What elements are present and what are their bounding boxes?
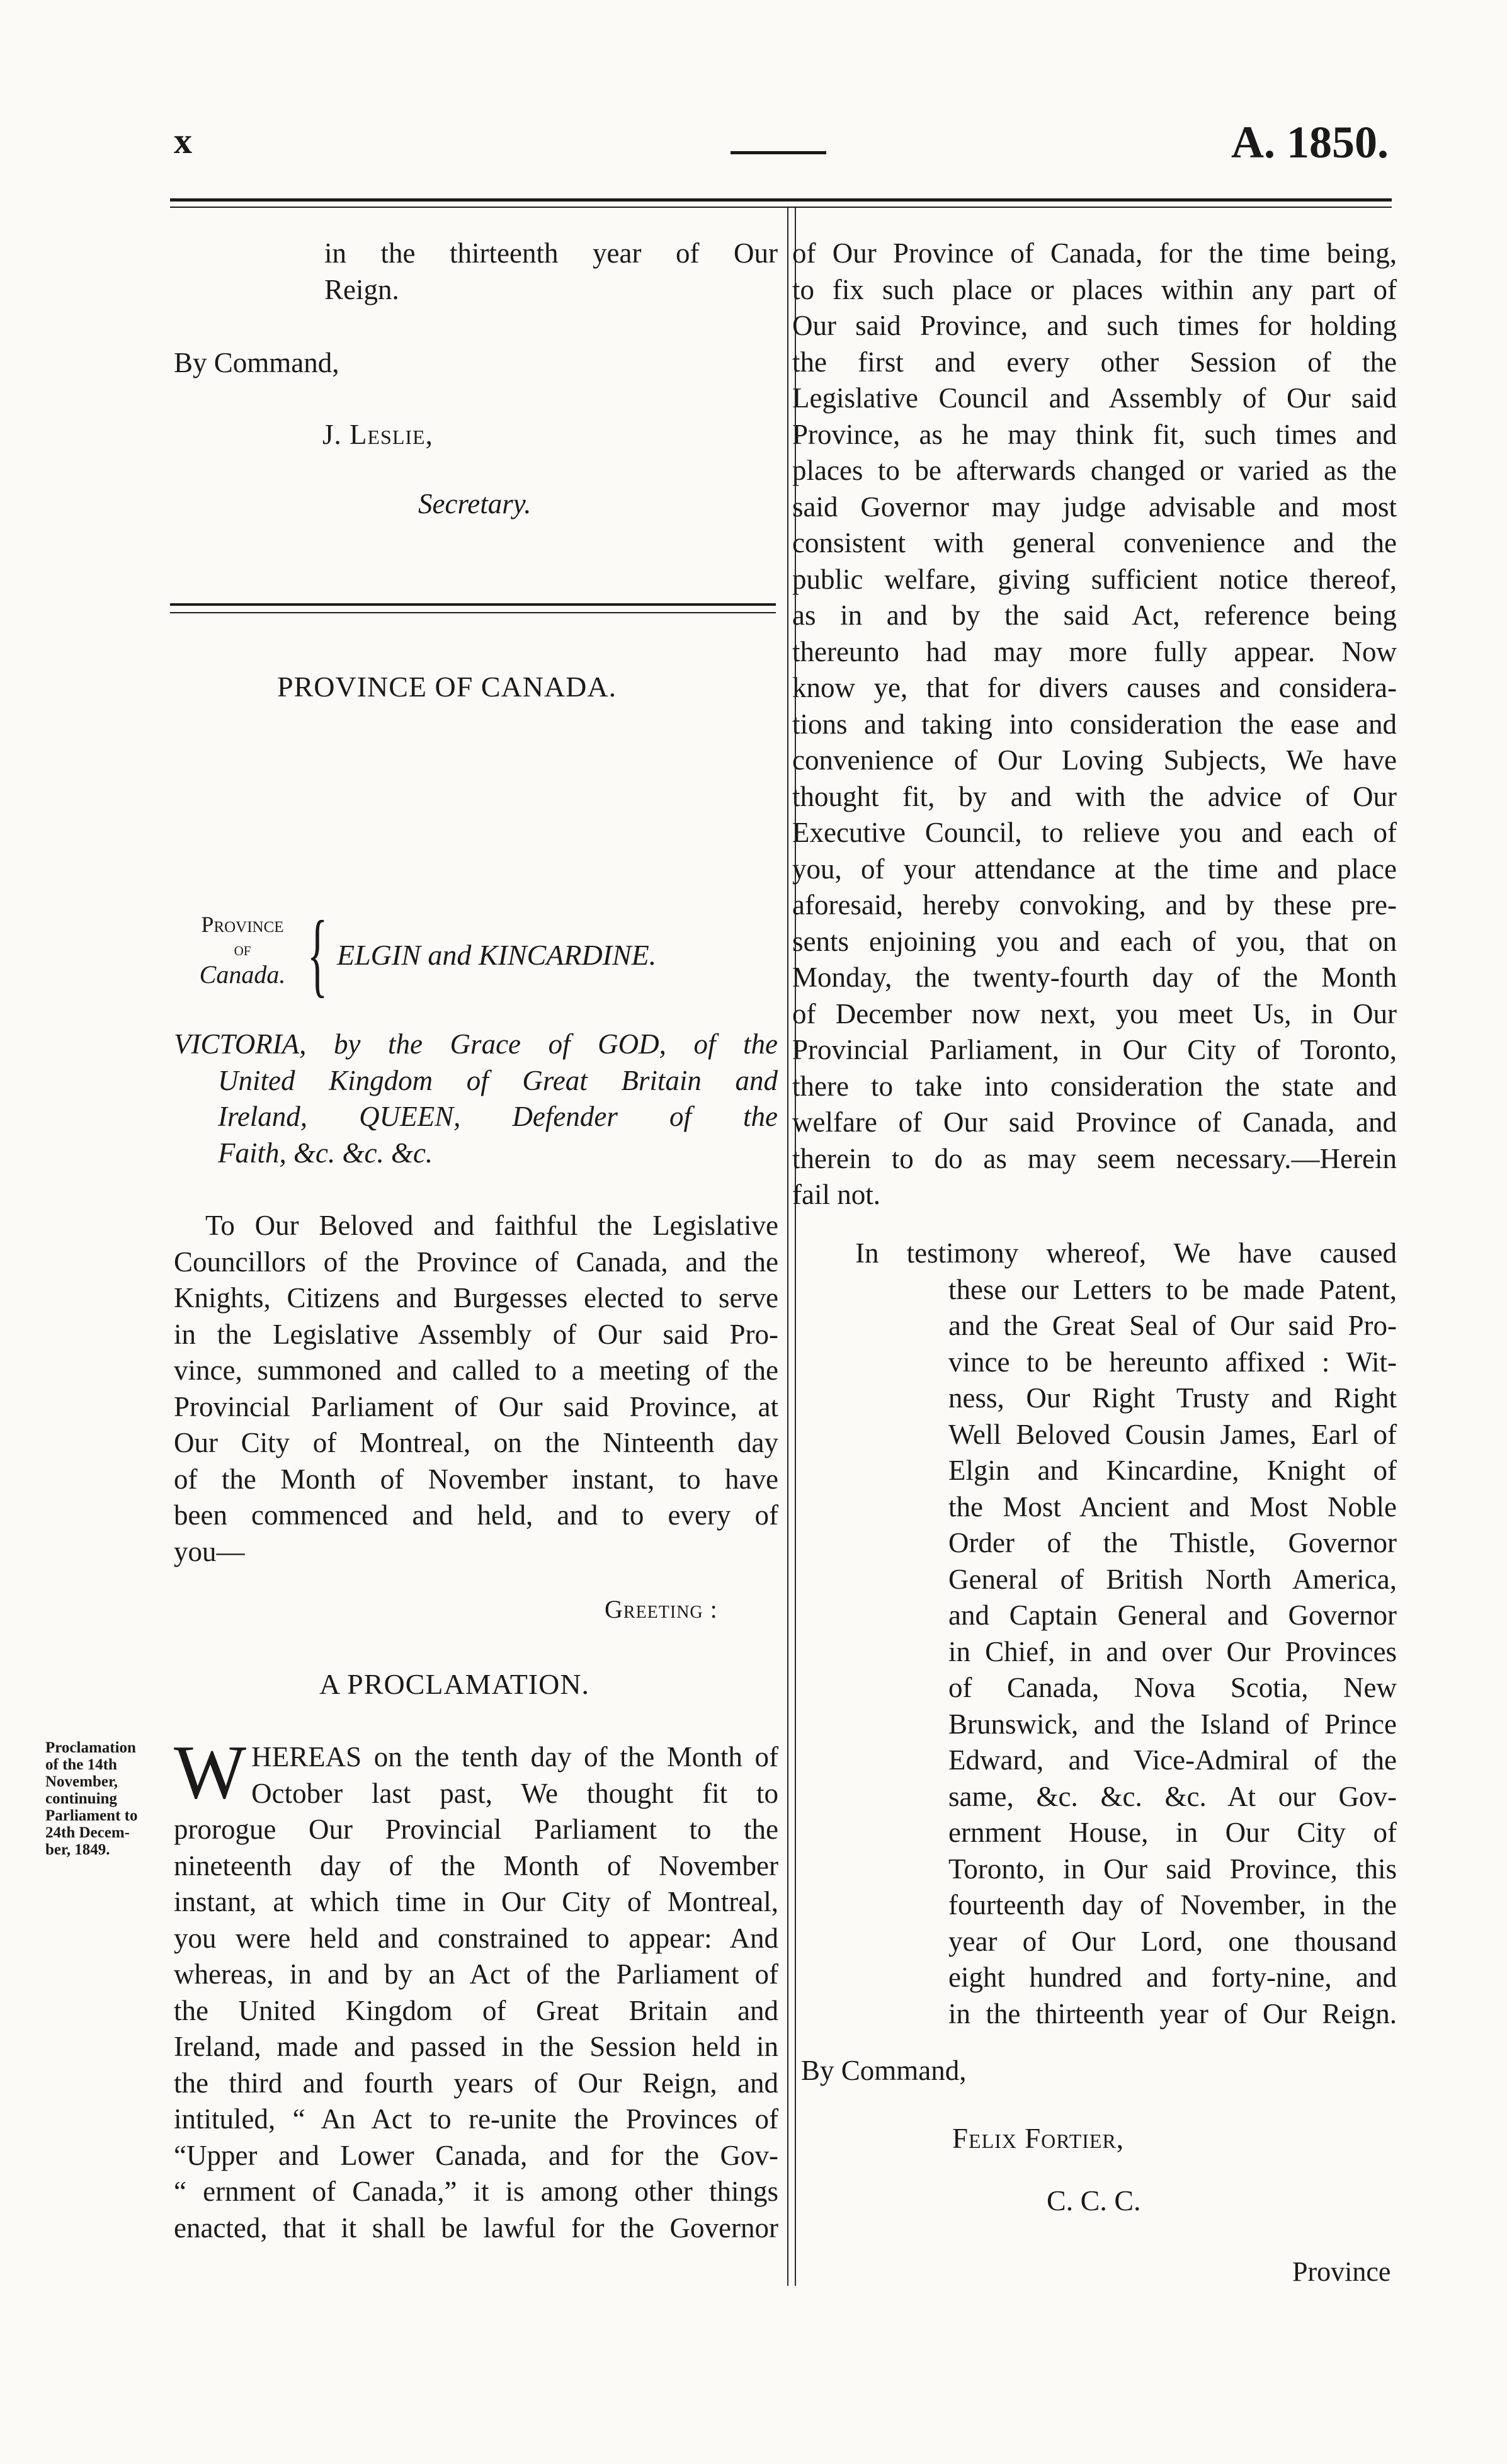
page-year: A. 1850. <box>1231 117 1389 167</box>
text-line: “ ernment of Canada,” it is among other things <box>174 2176 778 2207</box>
text-line: Provincial Parliament, in Our City of Toronto, <box>792 1034 1397 1065</box>
text-line: places to be afterwards changed or varied as the <box>792 455 1397 486</box>
text-line: General of British North America, <box>948 1563 1397 1595</box>
text-line: the Most Ancient and Most Noble <box>948 1490 1397 1523</box>
text-line: whereas, in and by an Act of the Parliament of <box>174 1958 778 1990</box>
section-rule-thin <box>170 612 776 613</box>
text-line: Provincial Parliament of Our said Province, at <box>174 1390 778 1422</box>
margin-note-line: 24th Decem- <box>45 1824 130 1841</box>
margin-note-line: of the 14th <box>45 1756 117 1773</box>
header-dash <box>731 151 826 154</box>
text-line: “Upper and Lower Canada, and for the Gov- <box>174 2139 778 2171</box>
text-line: Toronto, in Our said Province, this <box>948 1853 1397 1885</box>
text-line: Ireland, QUEEN, Defender of the <box>218 1101 778 1132</box>
text-line: sents enjoining you and each of you, that on <box>792 925 1397 957</box>
text-line: of the Month of November instant, to have <box>174 1463 778 1495</box>
drop-cap: W <box>174 1730 247 1815</box>
text-line: Legislative Council and Assembly of Our said <box>792 382 1397 414</box>
text-line: Order of the Thistle, Governor <box>948 1527 1397 1558</box>
text-line: vince to be hereunto affixed : Wit- <box>948 1346 1397 1378</box>
text-line: been commenced and held, and to every of <box>174 1499 778 1531</box>
margin-note-line: ber, 1849. <box>45 1841 110 1858</box>
signatory-fortier: Felix Fortier, <box>952 2123 1125 2154</box>
text-line: you were held and constrained to appear: And <box>174 1922 778 1954</box>
curly-brace-icon: { <box>307 902 328 1006</box>
catchword: Province <box>1292 2256 1391 2287</box>
text-line: in Chief, in and over Our Provinces <box>948 1635 1397 1667</box>
text-line: welfare of Our said Province of Canada, and <box>792 1106 1397 1138</box>
text-line: and the Great Seal of Our said Pro- <box>948 1310 1397 1341</box>
text-line: Reign. <box>324 273 399 305</box>
royal-style <box>174 1026 778 1171</box>
text-line: Edward, and Vice-Admiral of the <box>948 1744 1397 1776</box>
text-line: intituled, “ An Act to re-unite the Provinces of <box>174 2103 778 2135</box>
margin-note-line: Proclamation <box>45 1739 136 1756</box>
left-continuation <box>324 236 778 308</box>
address-paragraph <box>174 1208 778 1570</box>
province-box-line: Province <box>201 912 284 937</box>
section-rule <box>170 603 776 606</box>
text-line: you, of your attendance at the time and place <box>792 853 1397 885</box>
text-line: consistent with general convenience and the <box>792 527 1397 559</box>
text-line: Our City of Montreal, on the Ninteenth day <box>174 1427 778 1458</box>
text-line: these our Letters to be made Patent, <box>948 1273 1397 1305</box>
text-line: nineteenth day of the Month of November <box>174 1849 778 1882</box>
text-line: Ireland, made and passed in the Session held in <box>174 2031 778 2062</box>
text-line: ernment House, in Our City of <box>948 1817 1397 1848</box>
signatory-title-ccc: C. C. C. <box>1047 2184 1141 2217</box>
text-line: the third and fourth years of Our Reign, and <box>174 2067 778 2099</box>
text-line: of Canada, Nova Scotia, New <box>948 1672 1397 1703</box>
text-line: Knights, Citizens and Burgesses elected to serve <box>174 1282 778 1314</box>
text-line: aforesaid, hereby convoking, and by these pre- <box>792 889 1397 921</box>
text-line: enacted, that it shall be lawful for the Governor <box>174 2211 778 2244</box>
margin-note-line: November, <box>45 1773 118 1790</box>
province-box <box>170 912 315 987</box>
text-line: fail not. <box>792 1179 880 1210</box>
text-line: the United Kingdom of Great Britain and <box>174 1994 778 2026</box>
text-line: convenience of Our Loving Subjects, We have <box>792 744 1397 776</box>
signatory-title-secretary: Secretary. <box>418 488 532 519</box>
margin-note <box>45 1739 165 1858</box>
text-line: ness, Our Right Trusty and Right <box>948 1382 1397 1414</box>
whereas-paragraph <box>174 1730 778 2246</box>
text-line: Monday, the twenty-fourth day of the Month <box>792 962 1397 993</box>
text-line: in the Legislative Assembly of Our said Pro- <box>174 1318 778 1350</box>
margin-note-line: Parliament to <box>45 1807 138 1824</box>
section-title: PROVINCE OF CANADA. <box>277 671 617 703</box>
text-line: Well Beloved Cousin James, Earl of <box>948 1418 1397 1450</box>
text-line: of Our Province of Canada, for the time being, <box>792 237 1397 269</box>
province-box-line: Canada. <box>199 960 286 989</box>
text-line: year of Our Lord, one thousand <box>948 1925 1397 1957</box>
text-line: tions and taking into consideration the ease and <box>792 708 1397 740</box>
proclamation-title: A PROCLAMATION. <box>319 1668 590 1700</box>
margin-note-line: continuing <box>45 1790 117 1807</box>
page-number: x <box>174 120 193 161</box>
text-line: Our said Province, and such times for holding <box>792 310 1397 341</box>
text-line: In testimony whereof, We have caused <box>855 1237 1397 1269</box>
text-line: October last past, We thought fit to <box>251 1777 778 1809</box>
text-line: United Kingdom of Great Britain and <box>218 1064 778 1096</box>
text-line: you— <box>174 1535 245 1567</box>
text-line: Councillors of the Province of Canada, and the <box>174 1246 778 1278</box>
text-line: Faith, &c. &c. &c. <box>218 1137 433 1169</box>
text-line: VICTORIA, by the Grace of GOD, of the <box>174 1028 778 1060</box>
text-line: thereunto had may more fully appear. Now <box>792 635 1397 667</box>
column-divider <box>787 208 788 2286</box>
by-command-left: By Command, <box>174 347 339 378</box>
text-line: fourteenth day of November, in the <box>948 1889 1397 1921</box>
text-line: instant, at which time in Our City of Montreal, <box>174 1886 778 1917</box>
text-line: thought fit, by and with the advice of Our <box>792 780 1397 812</box>
text-line: said Governor may judge advisable and most <box>792 491 1397 523</box>
text-line: prorogue Our Provincial Parliament to the <box>174 1814 778 1845</box>
text-line: therein to do as may seem necessary.—Herein <box>792 1142 1397 1174</box>
by-command-right: By Command, <box>801 2055 967 2086</box>
testimony-paragraph <box>792 1235 1397 2032</box>
county-name: ELGIN and KINCARDINE. <box>337 939 657 971</box>
text-line: HEREAS on the tenth day of the Month of <box>251 1741 778 1773</box>
text-line: To Our Beloved and faithful the Legislative <box>205 1210 778 1241</box>
text-line: and Captain General and Governor <box>948 1599 1397 1631</box>
text-line: the first and every other Session of the <box>792 346 1397 378</box>
right-paragraph <box>792 236 1397 1213</box>
text-line: to fix such place or places within any part of <box>792 273 1397 305</box>
text-line: of December now next, you meet Us, in Our <box>792 997 1397 1030</box>
text-line: in the thirteenth year of Our <box>324 237 778 269</box>
header-rule <box>170 198 1392 202</box>
header-rule-thin <box>170 207 1392 208</box>
text-line: know ye, that for divers causes and considera- <box>792 672 1397 703</box>
province-box-line: of <box>234 939 251 960</box>
text-line: Executive Council, to relieve you and each of <box>792 817 1397 848</box>
text-line: in the thirteenth year of Our Reign. <box>948 1997 1397 2030</box>
text-line: as in and by the said Act, reference being <box>792 599 1397 631</box>
text-line: Elgin and Kincardine, Knight of <box>948 1455 1397 1486</box>
signatory-leslie: J. Leslie, <box>322 419 433 450</box>
text-line: there to take into consideration the state and <box>792 1070 1397 1102</box>
text-line: vince, summoned and called to a meeting of the <box>174 1354 778 1386</box>
text-line: same, &c. &c. &c. At our Gov- <box>948 1780 1397 1812</box>
text-line: Province, as he may think fit, such times and <box>792 418 1397 450</box>
greeting: Greeting : <box>605 1595 718 1623</box>
text-line: Brunswick, and the Island of Prince <box>948 1708 1397 1740</box>
text-line: eight hundred and forty-nine, and <box>948 1962 1397 1993</box>
text-line: public welfare, giving sufficient notice thereof, <box>792 563 1397 595</box>
